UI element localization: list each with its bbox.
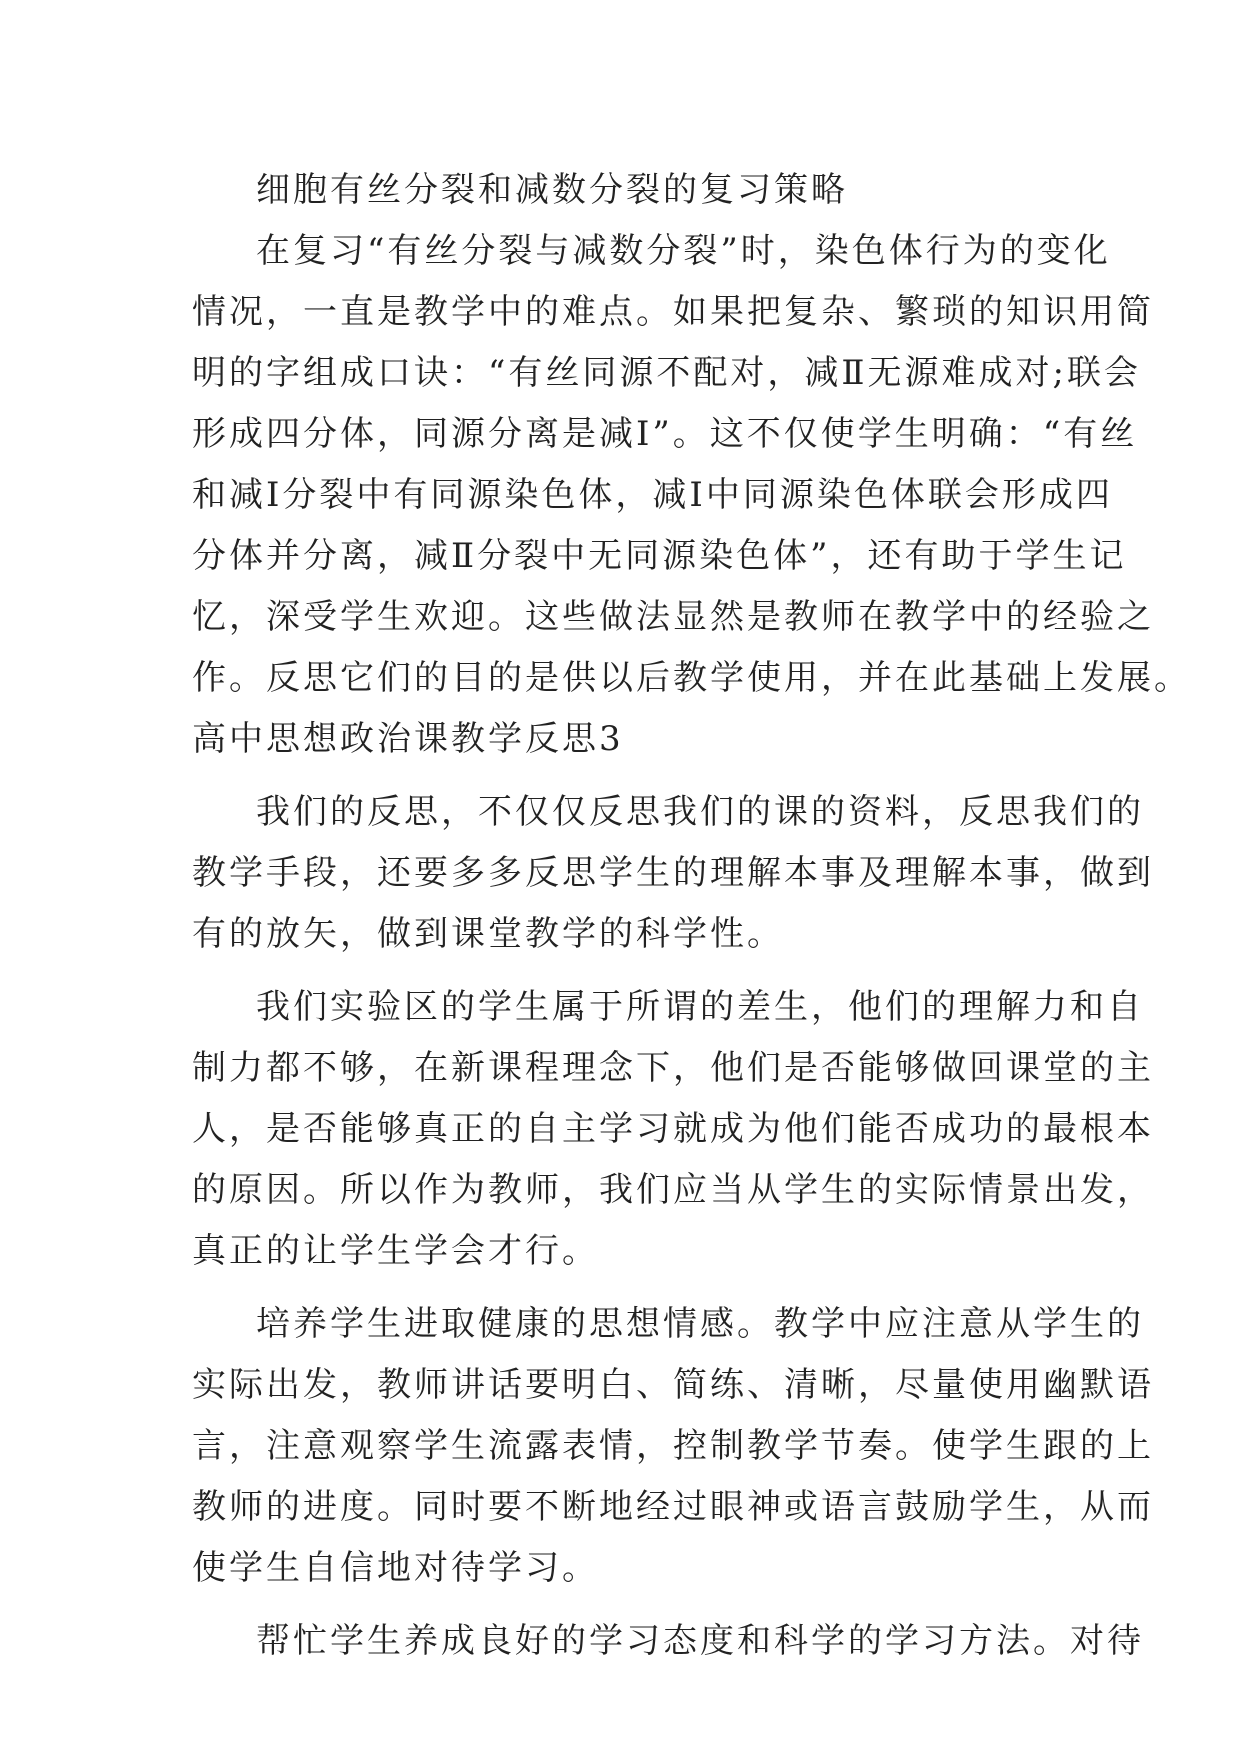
paragraph-line: 形成四分体，同源分离是减Ⅰ”。这不仅使学生明确：“有丝 (192, 414, 1138, 454)
paragraph-line: 言，注意观察学生流露表情，控制教学节奏。使学生跟的上 (192, 1426, 1154, 1466)
paragraph-line: 制力都不够，在新课程理念下，他们是否能够做回课堂的主 (192, 1048, 1154, 1088)
paragraph-line: 作。反思它们的目的是供以后教学使用，并在此基础上发展。 (192, 658, 1191, 698)
paragraph-line: 人，是否能够真正的自主学习就成为他们能否成功的最根本 (192, 1109, 1154, 1149)
paragraph-line: 教学手段，还要多多反思学生的理解本事及理解本事，做到 (192, 853, 1154, 893)
paragraph-line: 分体并分离，减Ⅱ分裂中无同源染色体”，还有助于学生记 (192, 536, 1127, 576)
paragraph-line: 实际出发，教师讲话要明白、简练、清晰，尽量使用幽默语 (192, 1365, 1154, 1405)
paragraph-line: 使学生自信地对待学习。 (192, 1548, 599, 1588)
paragraph-line: 在复习“有丝分裂与减数分裂”时，染色体行为的变化 (256, 231, 1111, 271)
paragraph-line: 明的字组成口诀：“有丝同源不配对，减Ⅱ无源难成对;联会 (192, 353, 1141, 393)
paragraph-line: 的原因。所以作为教师，我们应当从学生的实际情景出发， (192, 1170, 1154, 1210)
section-heading: 高中思想政治课教学反思3 (192, 719, 624, 759)
paragraph-line: 忆，深受学生欢迎。这些做法显然是教师在教学中的经验之 (192, 597, 1154, 637)
paragraph-line: 真正的让学生学会才行。 (192, 1231, 599, 1271)
section-heading: 细胞有丝分裂和减数分裂的复习策略 (256, 170, 848, 210)
paragraph-line: 帮忙学生养成良好的学习态度和科学的学习方法。对待 (256, 1621, 1144, 1661)
paragraph-line: 教师的进度。同时要不断地经过眼神或语言鼓励学生，从而 (192, 1487, 1154, 1527)
paragraph-line: 我们实验区的学生属于所谓的差生，他们的理解力和自 (256, 987, 1144, 1027)
paragraph-line: 培养学生进取健康的思想情感。教学中应注意从学生的 (256, 1304, 1144, 1344)
paragraph-line: 有的放矢，做到课堂教学的科学性。 (192, 914, 784, 954)
document-body (192, 160, 1191, 1672)
paragraph-line: 我们的反思，不仅仅反思我们的课的资料，反思我们的 (256, 792, 1144, 832)
paragraph-line: 和减Ⅰ分裂中有同源染色体，减Ⅰ中同源染色体联会形成四 (192, 475, 1113, 515)
paragraph-line: 情况，一直是教学中的难点。如果把复杂、繁琐的知识用简 (192, 292, 1154, 332)
